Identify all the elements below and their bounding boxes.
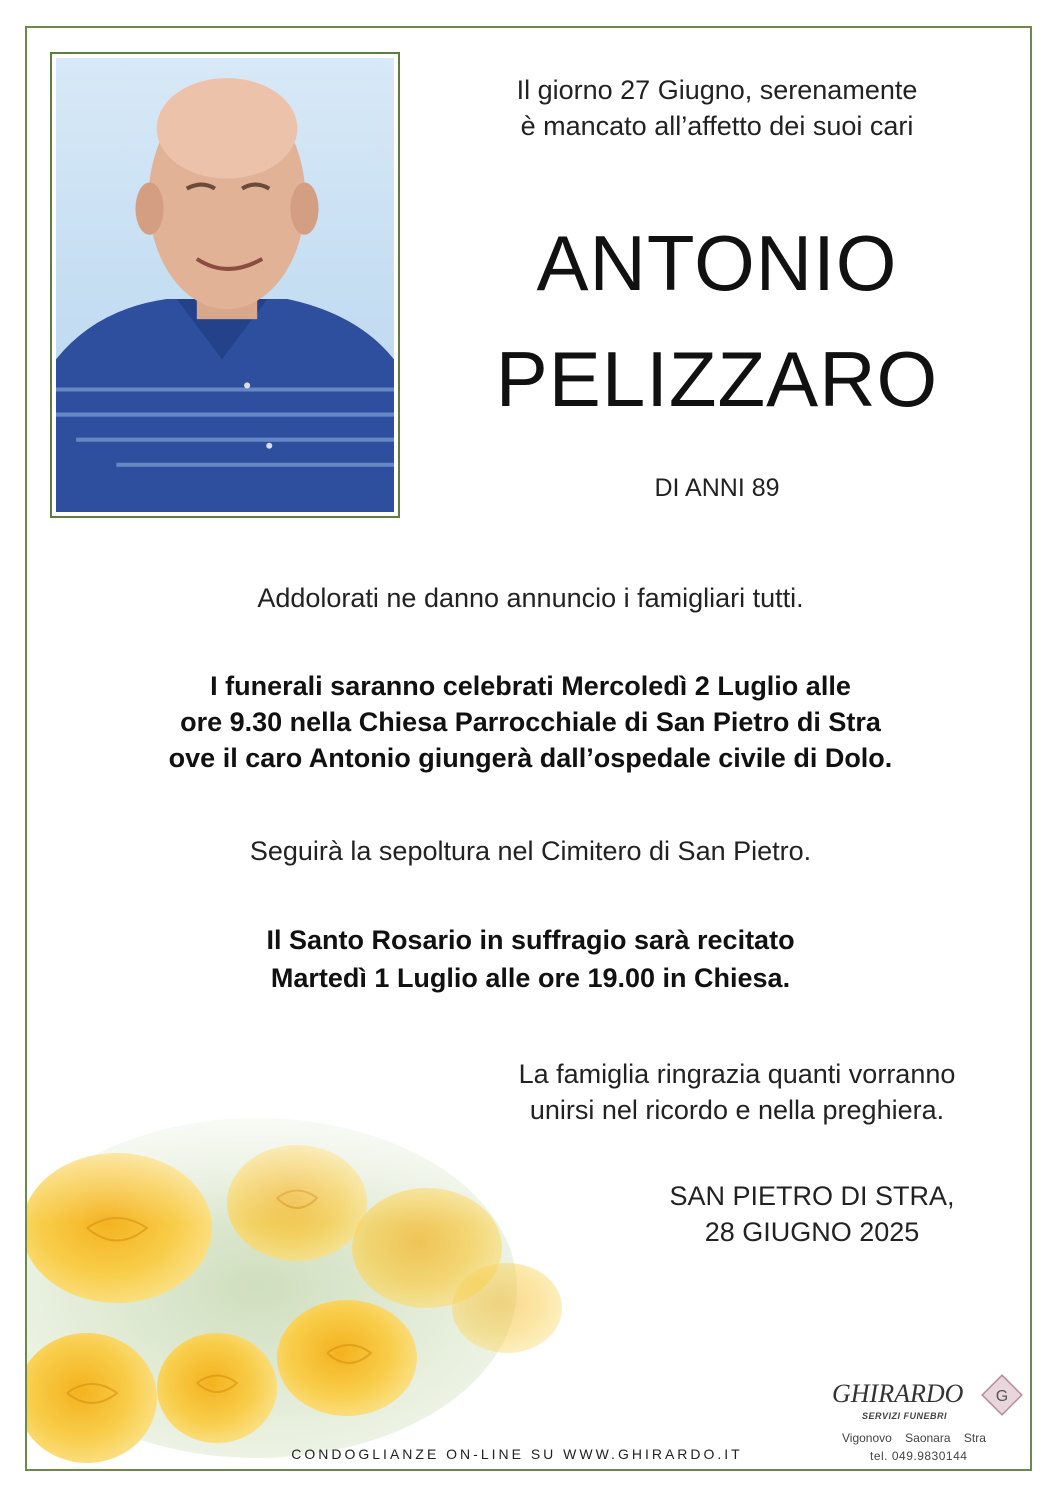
- portrait-photo: [56, 58, 394, 512]
- notice-date: 28 GIUGNO 2025: [704, 1217, 920, 1247]
- obituary-sheet: [25, 26, 1032, 1471]
- logo-places: Vigonovo Saonara Stra: [842, 1431, 986, 1445]
- logo-phone: tel. 049.9830144: [870, 1449, 968, 1463]
- rosary-line-1: Il Santo Rosario in suffragio sarà recitato: [266, 925, 795, 955]
- thanks-line-1: La famiglia ringrazia quanti vorranno: [518, 1059, 956, 1089]
- funeral-home-logo: [832, 1373, 1032, 1468]
- logo-brand: GHIRARDO: [832, 1379, 964, 1408]
- notice-place: SAN PIETRO DI STRA,: [669, 1181, 955, 1211]
- intro-line-2: è mancato all’affetto dei suoi cari: [520, 111, 914, 141]
- portrait-illustration: [56, 58, 394, 512]
- condolences-link[interactable]: CONDOGLIANZE ON-LINE SU WWW.GHIRARDO.IT: [291, 1446, 743, 1462]
- logo-diamond-icon: [980, 1373, 1024, 1417]
- rosary-line-2: Martedì 1 Luglio alle ore 19.00 in Chiesa.: [270, 963, 791, 993]
- funeral-line-3: ove il caro Antonio giungerà dall’ospedale civile di Dolo.: [168, 743, 893, 773]
- deceased-last-name: PELIZZARO: [495, 335, 939, 423]
- thanks-line-2: unirsi nel ricordo e nella preghiera.: [529, 1095, 945, 1125]
- portrait-frame: [50, 52, 400, 518]
- deceased-first-name: ANTONIO: [536, 219, 898, 307]
- burial-text: Seguirà la sepoltura nel Cimitero di San Pietro.: [249, 836, 812, 866]
- intro-text: [457, 72, 977, 144]
- funeral-line-2: ore 9.30 nella Chiesa Parrocchiale di San Pietro di Stra: [180, 707, 881, 737]
- funeral-details: [67, 668, 994, 776]
- deceased-age: DI ANNI 89: [654, 474, 780, 502]
- rosary-details: [87, 921, 974, 997]
- intro-line-1: Il giorno 27 Giugno, serenamente: [516, 75, 918, 105]
- funeral-line-1: I funerali saranno celebrati Mercoledì 2 Luglio alle: [210, 671, 851, 701]
- thanks-text: [457, 1056, 1017, 1128]
- logo-subtitle: SERVIZI FUNEBRI: [862, 1411, 948, 1421]
- place-and-date: [647, 1178, 977, 1250]
- logo-mark-letter: G: [995, 1388, 1009, 1405]
- announcement-text: Addolorati ne danno annuncio i famigliari tutti.: [257, 583, 804, 613]
